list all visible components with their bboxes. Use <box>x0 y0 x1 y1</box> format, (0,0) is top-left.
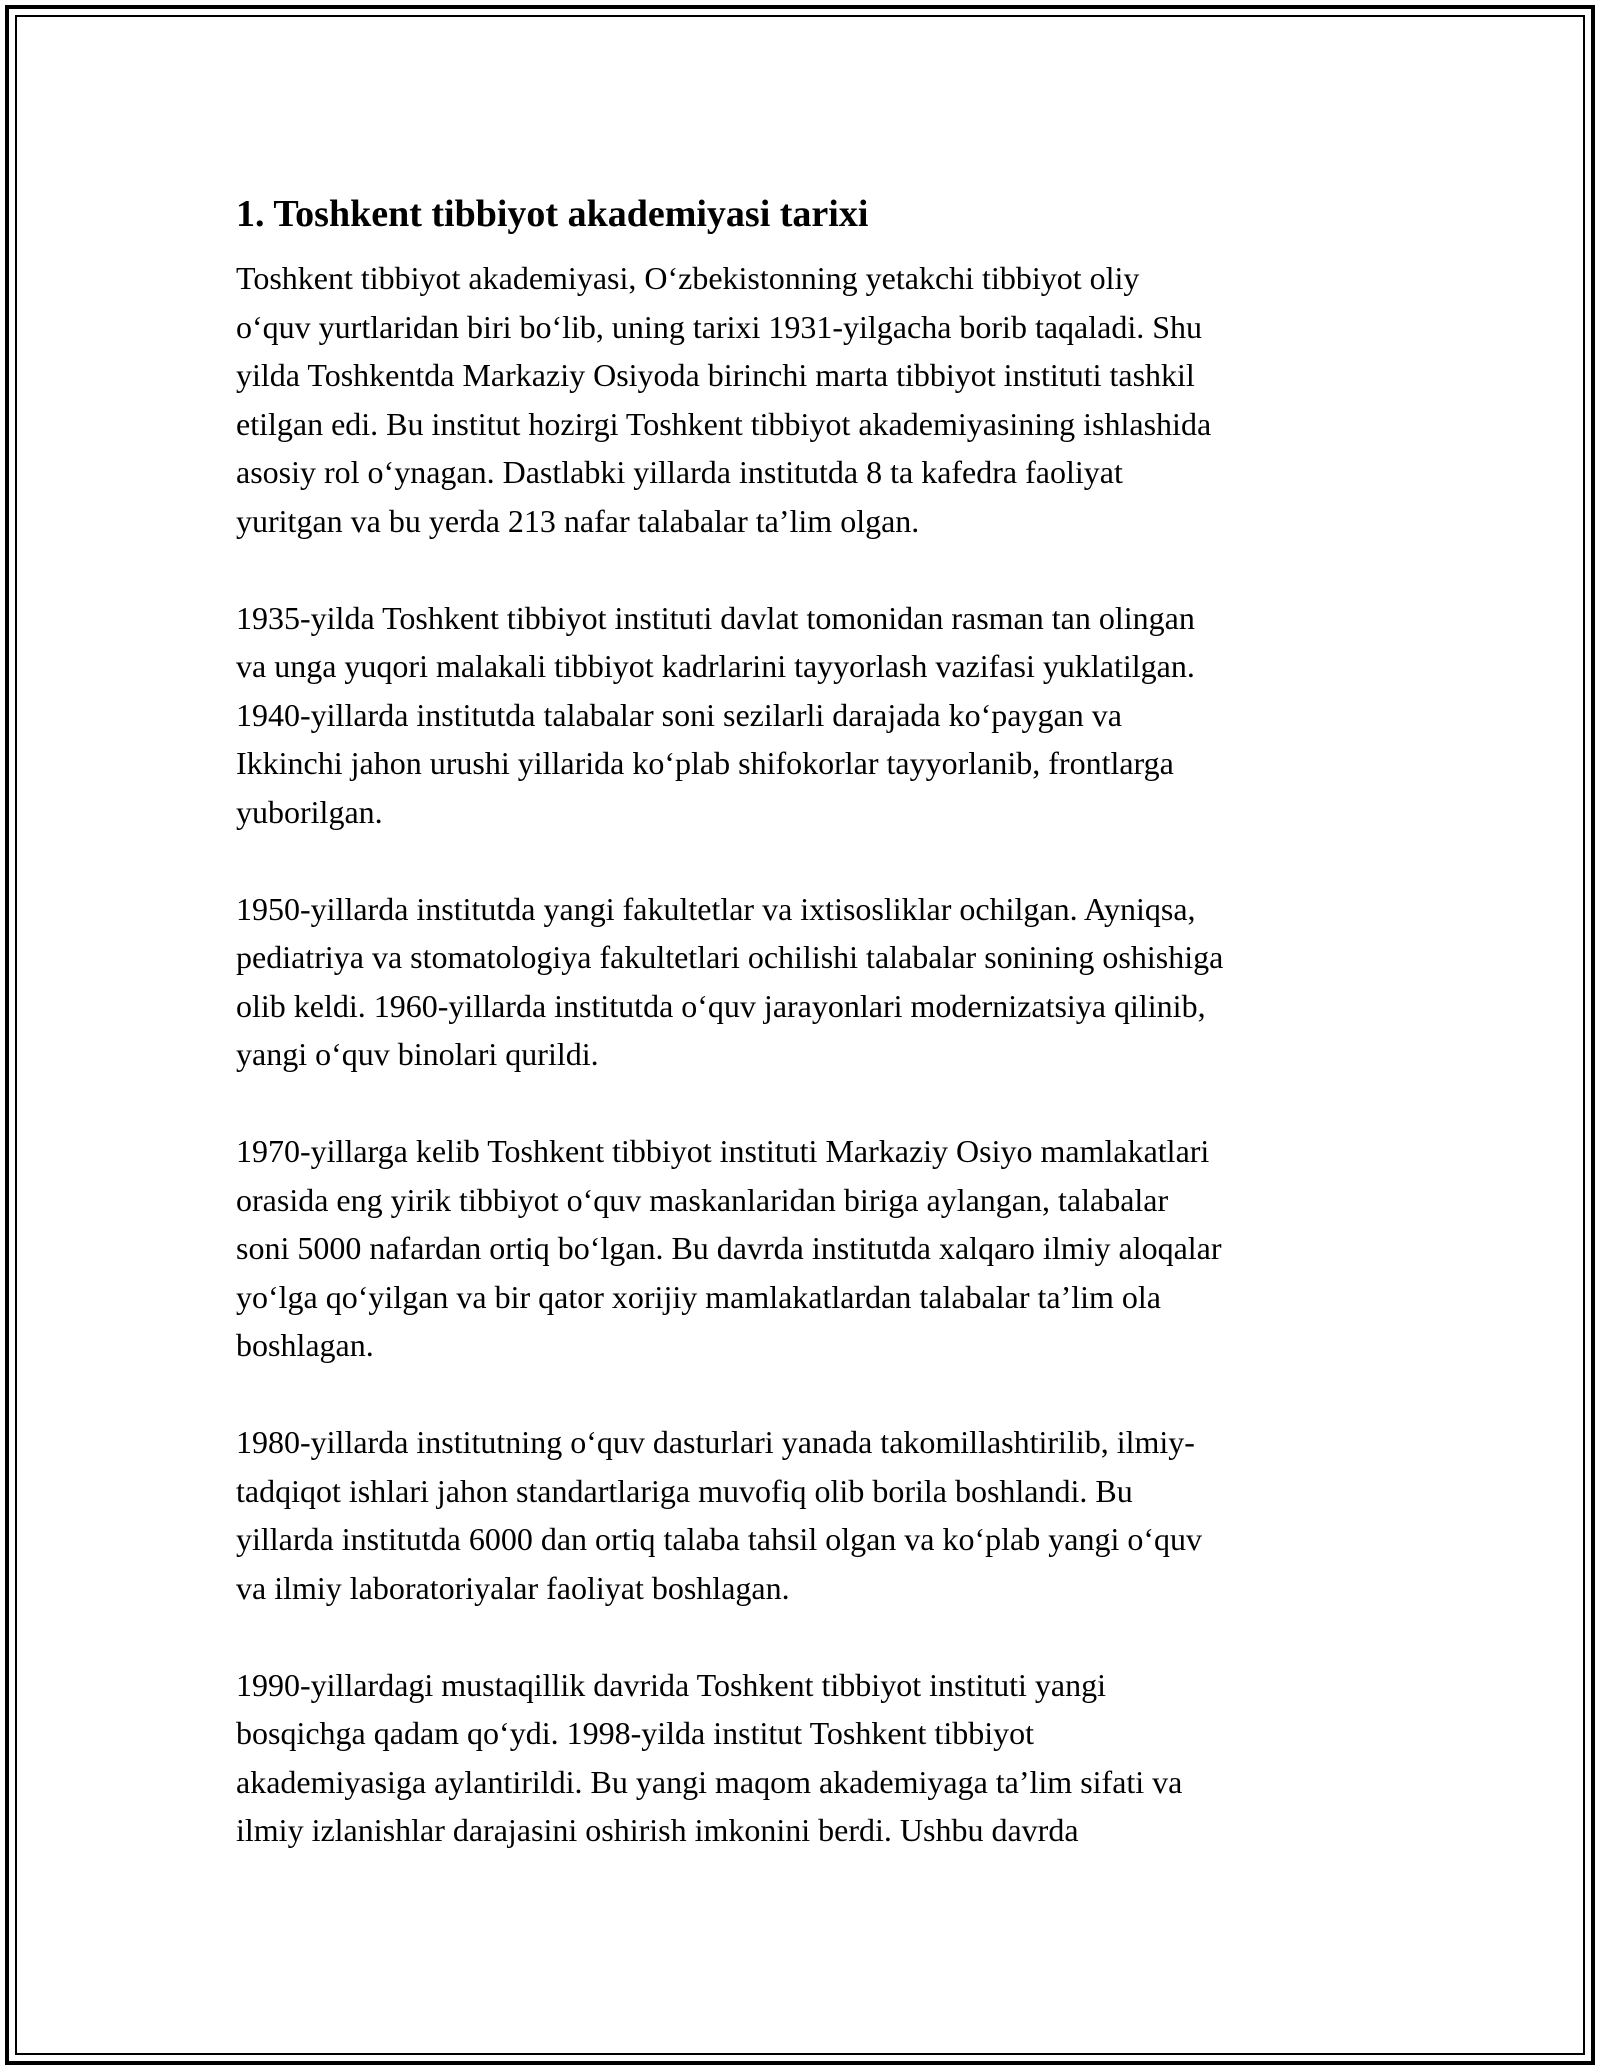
paragraph-6 <box>236 1661 1376 1855</box>
text-line: 1950-yillarda institutda yangi fakultetlar va ixtisosliklar ochilgan. Ayniqsa, <box>236 890 1196 927</box>
text-line: o‘quv yurtlaridan biri bo‘lib, uning tarixi 1931-yilgacha borib taqaladi. Shu <box>236 308 1203 345</box>
text-line: va ilmiy laboratoriyalar faoliyat boshlagan. <box>236 1569 790 1606</box>
text-line: 1980-yillarda institutning o‘quv dasturlari yanada takomillashtirilib, ilmiy- <box>236 1424 1195 1460</box>
text-line: yilda Toshkentda Markaziy Osiyoda birinchi marta tibbiyot instituti tashkil <box>236 357 1195 393</box>
text-line: 1940-yillarda institutda talabalar soni sezilarli darajada ko‘paygan va <box>236 696 1122 733</box>
text-line: ilmiy izlanishlar darajasini oshirish imkonini berdi. Ushbu davrda <box>236 1812 1079 1848</box>
text-line: 1990-yillardagi mustaqillik davrida Toshkent tibbiyot instituti yangi <box>236 1666 1106 1703</box>
text-line: orasida eng yirik tibbiyot o‘quv maskanlaridan biriga aylangan, talabalar <box>236 1181 1169 1218</box>
text-line: akademiyasiga aylantirildi. Bu yangi maqom akademiyaga ta’lim sifati va <box>236 1763 1183 1800</box>
text-line: 1970-yillarga kelib Toshkent tibbiyot instituti Markaziy Osiyo mamlakatlari <box>236 1133 1210 1169</box>
text-line: soni 5000 nafardan ortiq bo‘lgan. Bu davrda institutda xalqaro ilmiy aloqalar <box>236 1230 1222 1266</box>
text-line: yangi o‘quv binolari qurildi. <box>236 1036 599 1072</box>
paragraph-5 <box>236 1418 1376 1612</box>
text-line: yuritgan va bu yerda 213 nafar talabalar ta’lim olgan. <box>236 502 920 539</box>
text-line: yillarda institutda 6000 dan ortiq talaba tahsil olgan va ko‘plab yangi o‘quv <box>236 1521 1202 1557</box>
paragraph-4 <box>236 1127 1376 1370</box>
paragraph-1 <box>236 254 1376 545</box>
text-line: va unga yuqori malakali tibbiyot kadrlarini tayyorlash vazifasi yuklatilgan. <box>236 648 1195 684</box>
text-line: Toshkent tibbiyot akademiyasi, O‘zbekistonning yetakchi tibbiyot oliy <box>236 260 1140 296</box>
paragraph-3 <box>236 885 1376 1079</box>
text-line: asosiy rol o‘ynagan. Dastlabki yillarda institutda 8 ta kafedra faoliyat <box>236 454 1123 490</box>
text-line: yuborilgan. <box>236 793 383 830</box>
section-heading: 1. Toshkent tibbiyot akademiyasi tarixi <box>236 193 869 235</box>
text-line: etilgan edi. Bu institut hozirgi Toshkent tibbiyot akademiyasining ishlashida <box>236 405 1212 442</box>
document-body <box>236 186 1376 1903</box>
text-line: bosqichga qadam qo‘ydi. 1998-yilda institut Toshkent tibbiyot <box>236 1715 1034 1751</box>
text-line: yo‘lga qo‘yilgan va bir qator xorijiy mamlakatlardan talabalar ta’lim ola <box>236 1278 1161 1315</box>
text-line: boshlagan. <box>236 1327 374 1363</box>
text-line: olib keldi. 1960-yillarda institutda o‘quv jarayonlari modernizatsiya qilinib, <box>236 987 1206 1024</box>
text-line: tadqiqot ishlari jahon standartlariga muvofiq olib borila boshlandi. Bu <box>236 1472 1133 1509</box>
text-line: Ikkinchi jahon urushi yillarida ko‘plab shifokorlar tayyorlanib, frontlarga <box>236 745 1174 781</box>
text-line: 1935-yilda Toshkent tibbiyot instituti davlat tomonidan rasman tan olingan <box>236 599 1195 636</box>
text-line: pediatriya va stomatologiya fakultetlari ochilishi talabalar sonining oshishiga <box>236 939 1224 975</box>
paragraph-2 <box>236 594 1376 837</box>
